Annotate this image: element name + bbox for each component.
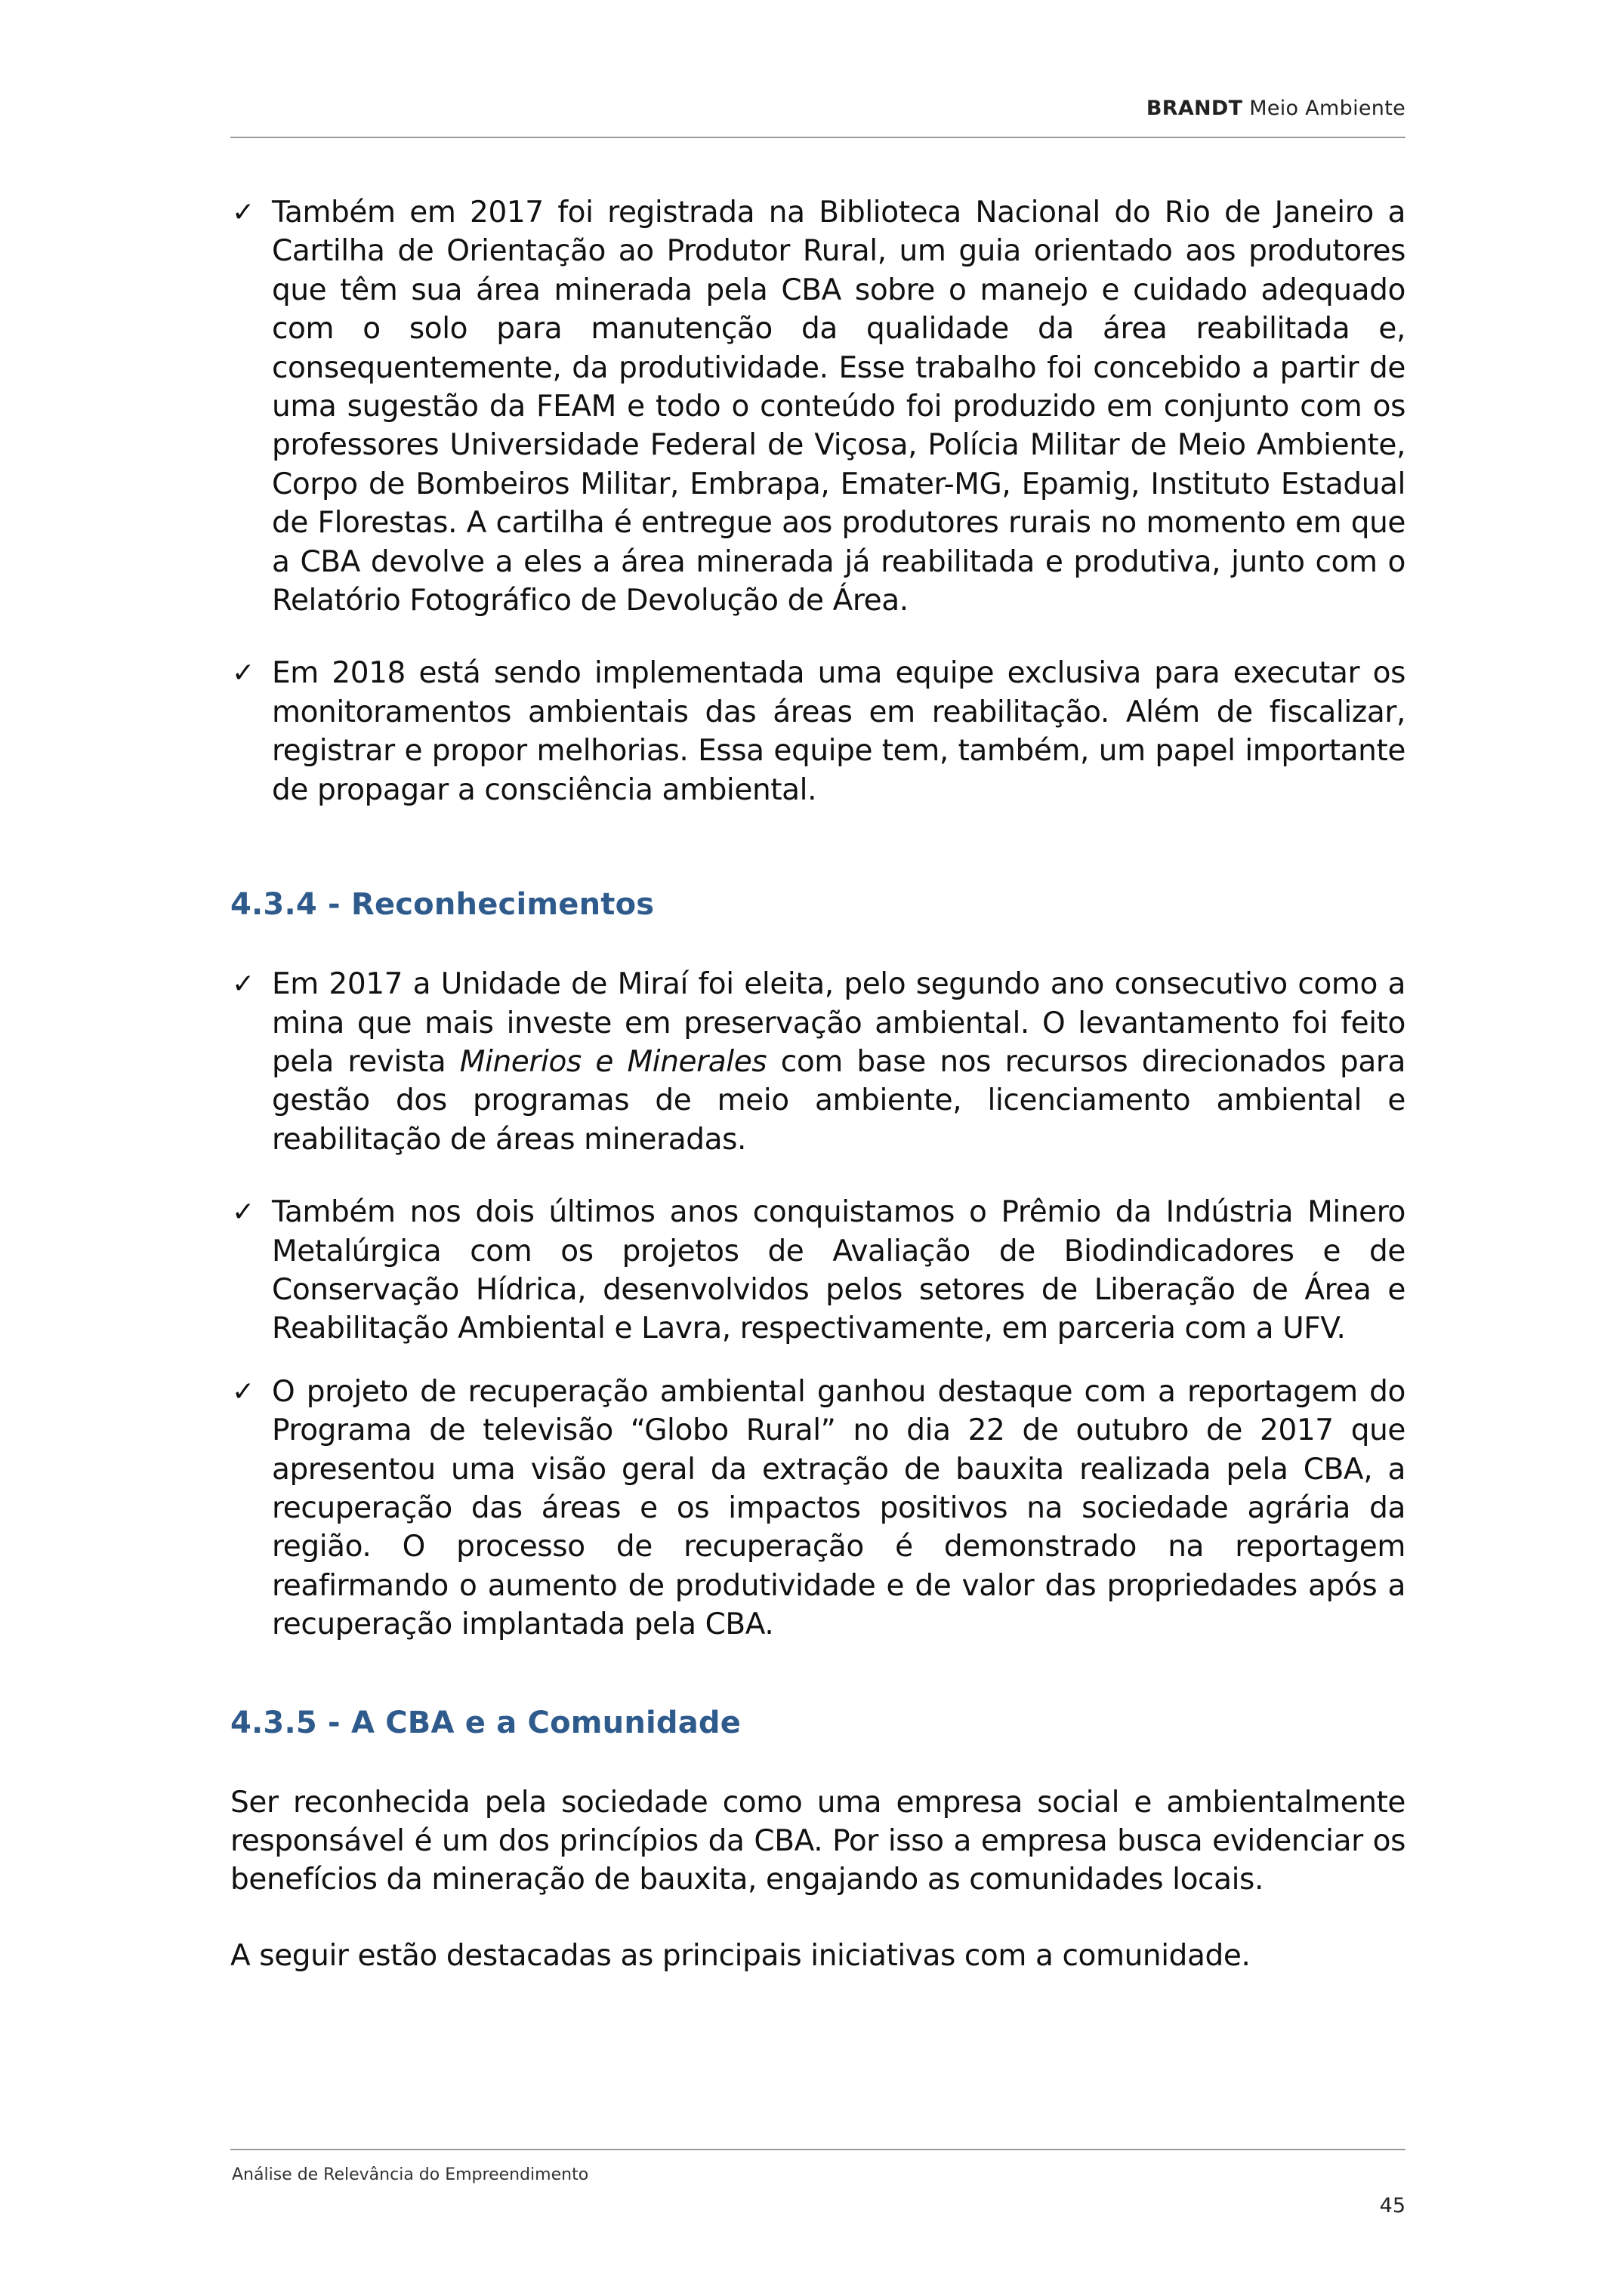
magazine-name: Minerios e Minerales xyxy=(459,1044,767,1079)
bullet-text: Também em 2017 foi registrada na Biblioteca Nacional do Rio de Janeiro a Cartilha de Orientação ao Produtor Rural, um guia orientado aos produtores que têm sua área minerada pela CBA sobre o manejo e cuidado adequado com o solo para manutenção da qualidade da área reabilitada e, consequentemente, da produtividade. Esse trabalho foi concebido a partir de uma sugestão da FEAM e todo o conteúdo foi produzido em conjunto com os professores Universidade Federal de Viçosa, Polícia Militar de Meio Ambiente, Corpo de Bombeiros Militar, Embrapa, Emater-MG, Epamig, Instituto Estadual de Florestas. A cartilha é entregue aos produtores rurais no momento em que a CBA devolve a eles a área minerada já reabilitada e produtiva, junto com o Relatório Fotográfico de Devolução de Área. xyxy=(272,196,1405,618)
check-mark-icon: ✓ xyxy=(232,1197,255,1228)
body-paragraph: A seguir estão destacadas as principais iniciativas com a comunidade. xyxy=(230,1938,1251,1973)
list-item xyxy=(230,193,1405,620)
bullet-text-before: Em 2017 a Unidade de Miraí foi eleita, pelo segundo ano consecutivo como a mina que mais investe em preservação ambiental. O levantamento foi feito pela revista xyxy=(272,967,1405,1079)
list-item xyxy=(230,1193,1405,1348)
header-divider xyxy=(230,137,1405,138)
section-heading-reconhecimentos: 4.3.4 - Reconhecimentos xyxy=(230,887,655,923)
header-subtitle: Meio Ambiente xyxy=(1249,97,1405,120)
list-item xyxy=(230,654,1405,809)
footer-title: Análise de Relevância do Empreendimento xyxy=(232,2165,589,2184)
bullet-text: Também nos dois últimos anos conquistamos o Prêmio da Indústria Minero Metalúrgica com os projetos de Avaliação de Biodindicadores e de Conservação Hídrica, desenvolvidos pelos setores de Liberação de Área e Reabilitação Ambiental e Lavra, respectivamente, em parceria com a UFV. xyxy=(272,1195,1405,1346)
check-mark-icon: ✓ xyxy=(232,658,255,689)
section-heading-cba-comunidade: 4.3.5 - A CBA e a Comunidade xyxy=(230,1705,742,1740)
list-item xyxy=(230,1373,1405,1644)
page-number: 45 xyxy=(1379,2194,1405,2217)
bullet-text: Em 2018 está sendo implementada uma equipe exclusiva para executar os monitoramentos ambientais das áreas em reabilitação. Além de fiscalizar, registrar e propor melhorias. Essa equipe tem, também, um papel importante de propagar a consciência ambiental. xyxy=(272,656,1405,807)
page-content xyxy=(230,193,1405,1975)
check-mark-icon: ✓ xyxy=(232,1376,255,1407)
bullet-text-after: com base nos recursos direcionados para gestão dos programas de meio ambiente, licenciamento ambiental e reabilitação de áreas mineradas. xyxy=(272,1044,1405,1157)
bullet-text: O projeto de recuperação ambiental ganhou destaque com a reportagem do Programa de televisão “Globo Rural” no dia 22 de outubro de 2017 que apresentou uma visão geral da extração de bauxita realizada pela CBA, a recuperação das áreas e os impactos positivos na sociedade agrária da região. O processo de recuperação é demonstrado na reportagem reafirmando o aumento de produtividade e de valor das propriedades após a recuperação implantada pela CBA. xyxy=(272,1374,1405,1642)
check-mark-icon: ✓ xyxy=(232,197,255,228)
body-paragraph: Ser reconhecida pela sociedade como uma empresa social e ambientalmente responsável é um dos princípios da CBA. Por isso a empresa busca evidenciar os benefícios da mineração de bauxita, engajando as comunidades locais. xyxy=(230,1785,1405,1897)
footer-divider xyxy=(230,2149,1405,2150)
page-header xyxy=(230,97,1405,120)
list-item xyxy=(230,965,1405,1159)
check-mark-icon: ✓ xyxy=(232,969,255,1000)
header-brand: BRANDT xyxy=(1146,97,1243,120)
